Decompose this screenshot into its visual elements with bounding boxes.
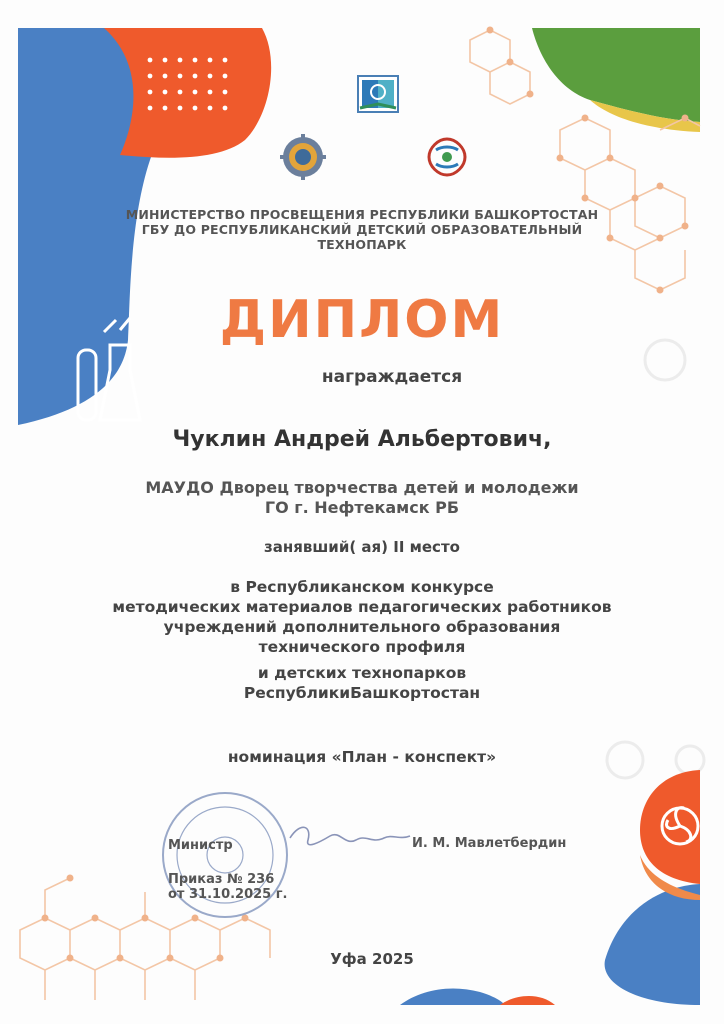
ministry-line-2: ГБУ ДО РЕСПУБЛИКАНСКИЙ ДЕТСКИЙ ОБРАЗОВАТЕЛЬНЫЙ — [141, 222, 583, 237]
technopark-logo-icon — [356, 74, 400, 114]
contest-line-6: РеспубликиБашкортостан — [243, 684, 481, 702]
signature — [290, 827, 410, 844]
contest-line-1: в Республиканском конкурсе — [230, 578, 494, 596]
minister-label: Министр — [168, 838, 233, 853]
city-year: Уфа 2025 — [330, 950, 414, 968]
awarded-label: награждается — [321, 367, 463, 387]
bottom-center-blue-shape — [400, 988, 505, 1005]
recipient-name: Чуклин Андрей Альбертович, — [172, 427, 552, 452]
contest-line-4: технического профиля — [258, 638, 466, 656]
ornament-emblem-icon — [426, 136, 468, 178]
organization-line-2: ГО г. Нефтекамск РБ — [264, 498, 460, 517]
place-line: занявший( ая) II место — [264, 538, 460, 556]
contest-line-3: учреждений дополнительного образования — [163, 618, 561, 636]
faint-gear-icons — [607, 340, 704, 778]
ministry-line-3: ТЕХНОПАРК — [317, 237, 407, 252]
gear-emblem-icon — [280, 134, 326, 180]
organization-line-1: МАУДО Дворец творчества детей и молодежи — [145, 478, 579, 497]
bottom-right-blue-shape — [605, 884, 700, 1005]
minister-name: И. М. Мавлетбердин — [412, 836, 567, 851]
ministry-line-1: МИНИСТЕРСТВО ПРОСВЕЩЕНИЯ РЕСПУБЛИКИ БАШКОРТОСТАН — [125, 207, 599, 222]
order-number: Приказ № 236 — [168, 872, 275, 887]
nomination-line: номинация «План - конспект» — [227, 748, 497, 766]
bottom-center-orange-shape — [500, 996, 555, 1005]
contest-line-2: методических материалов педагогических работников — [112, 598, 612, 616]
diploma-title: ДИПЛОМ — [219, 290, 505, 350]
order-date: от 31.10.2025 г. — [168, 887, 288, 902]
contest-line-5: и детских технопарков — [257, 664, 467, 682]
